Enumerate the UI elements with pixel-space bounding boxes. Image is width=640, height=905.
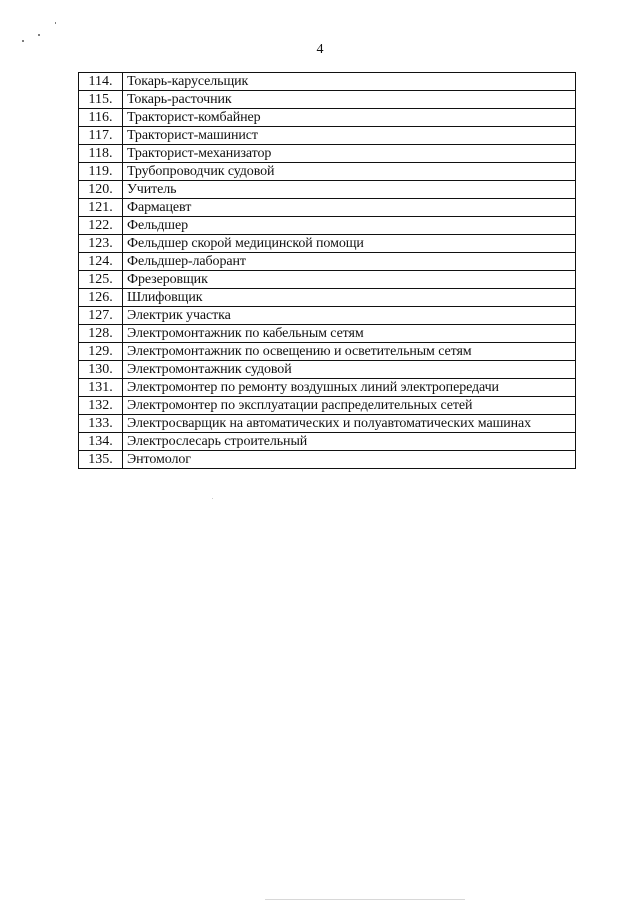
- table-row: [79, 235, 576, 253]
- occupation-name: Тракторист-комбайнер: [123, 109, 576, 127]
- row-number: 114.: [79, 73, 123, 91]
- row-number: 125.: [79, 271, 123, 289]
- page-number: 4: [316, 42, 324, 57]
- occupation-name: Электромонтажник по освещению и осветительным сетям: [123, 343, 576, 361]
- row-number: 117.: [79, 127, 123, 145]
- table-row: [79, 433, 576, 451]
- table-row: [79, 271, 576, 289]
- scan-edge-line: [265, 899, 465, 900]
- occupation-name: Электромонтер по ремонту воздушных линий электропередачи: [123, 379, 576, 397]
- row-number: 135.: [79, 451, 123, 469]
- table-row: [79, 91, 576, 109]
- occupation-name: Электрик участка: [123, 307, 576, 325]
- table-row: [79, 307, 576, 325]
- table-row: [79, 145, 576, 163]
- row-number: 123.: [79, 235, 123, 253]
- occupation-name: Фельдшер скорой медицинской помощи: [123, 235, 576, 253]
- table-row: [79, 343, 576, 361]
- occupation-name: Учитель: [123, 181, 576, 199]
- scan-speck: [55, 22, 56, 24]
- row-number: 127.: [79, 307, 123, 325]
- occupation-name: Электромонтажник судовой: [123, 361, 576, 379]
- table-row: [79, 397, 576, 415]
- occupation-table: [78, 72, 576, 469]
- scan-speck: [212, 498, 213, 499]
- row-number: 126.: [79, 289, 123, 307]
- row-number: 116.: [79, 109, 123, 127]
- occupation-name: Электросварщик на автоматических и полуавтоматических машинах: [123, 415, 576, 433]
- table-row: [79, 127, 576, 145]
- table-row: [79, 163, 576, 181]
- row-number: 118.: [79, 145, 123, 163]
- table-row: [79, 451, 576, 469]
- table-row: [79, 361, 576, 379]
- occupation-name: Токарь-расточник: [123, 91, 576, 109]
- occupation-name: Фельдшер-лаборант: [123, 253, 576, 271]
- occupation-name: Электромонтер по эксплуатации распределительных сетей: [123, 397, 576, 415]
- row-number: 120.: [79, 181, 123, 199]
- table-row: [79, 415, 576, 433]
- occupation-name: Тракторист-машинист: [123, 127, 576, 145]
- table-row: [79, 325, 576, 343]
- occupation-name: Фрезеровщик: [123, 271, 576, 289]
- row-number: 134.: [79, 433, 123, 451]
- table-row: [79, 379, 576, 397]
- scan-speck: [38, 34, 40, 36]
- row-number: 124.: [79, 253, 123, 271]
- occupation-name: Фармацевт: [123, 199, 576, 217]
- occupation-name: Фельдшер: [123, 217, 576, 235]
- row-number: 131.: [79, 379, 123, 397]
- table-row: [79, 199, 576, 217]
- row-number: 121.: [79, 199, 123, 217]
- occupation-table-body: [79, 73, 576, 469]
- row-number: 130.: [79, 361, 123, 379]
- occupation-name: Электромонтажник по кабельным сетям: [123, 325, 576, 343]
- table-row: [79, 109, 576, 127]
- occupation-name: Энтомолог: [123, 451, 576, 469]
- row-number: 115.: [79, 91, 123, 109]
- occupation-name: Шлифовщик: [123, 289, 576, 307]
- table-row: [79, 73, 576, 91]
- row-number: 119.: [79, 163, 123, 181]
- table-row: [79, 289, 576, 307]
- occupation-name: Трубопроводчик судовой: [123, 163, 576, 181]
- table-row: [79, 181, 576, 199]
- row-number: 128.: [79, 325, 123, 343]
- occupation-name: Токарь-карусельщик: [123, 73, 576, 91]
- table-row: [79, 253, 576, 271]
- row-number: 122.: [79, 217, 123, 235]
- row-number: 129.: [79, 343, 123, 361]
- row-number: 132.: [79, 397, 123, 415]
- row-number: 133.: [79, 415, 123, 433]
- occupation-name: Тракторист-механизатор: [123, 145, 576, 163]
- table-row: [79, 217, 576, 235]
- occupation-name: Электрослесарь строительный: [123, 433, 576, 451]
